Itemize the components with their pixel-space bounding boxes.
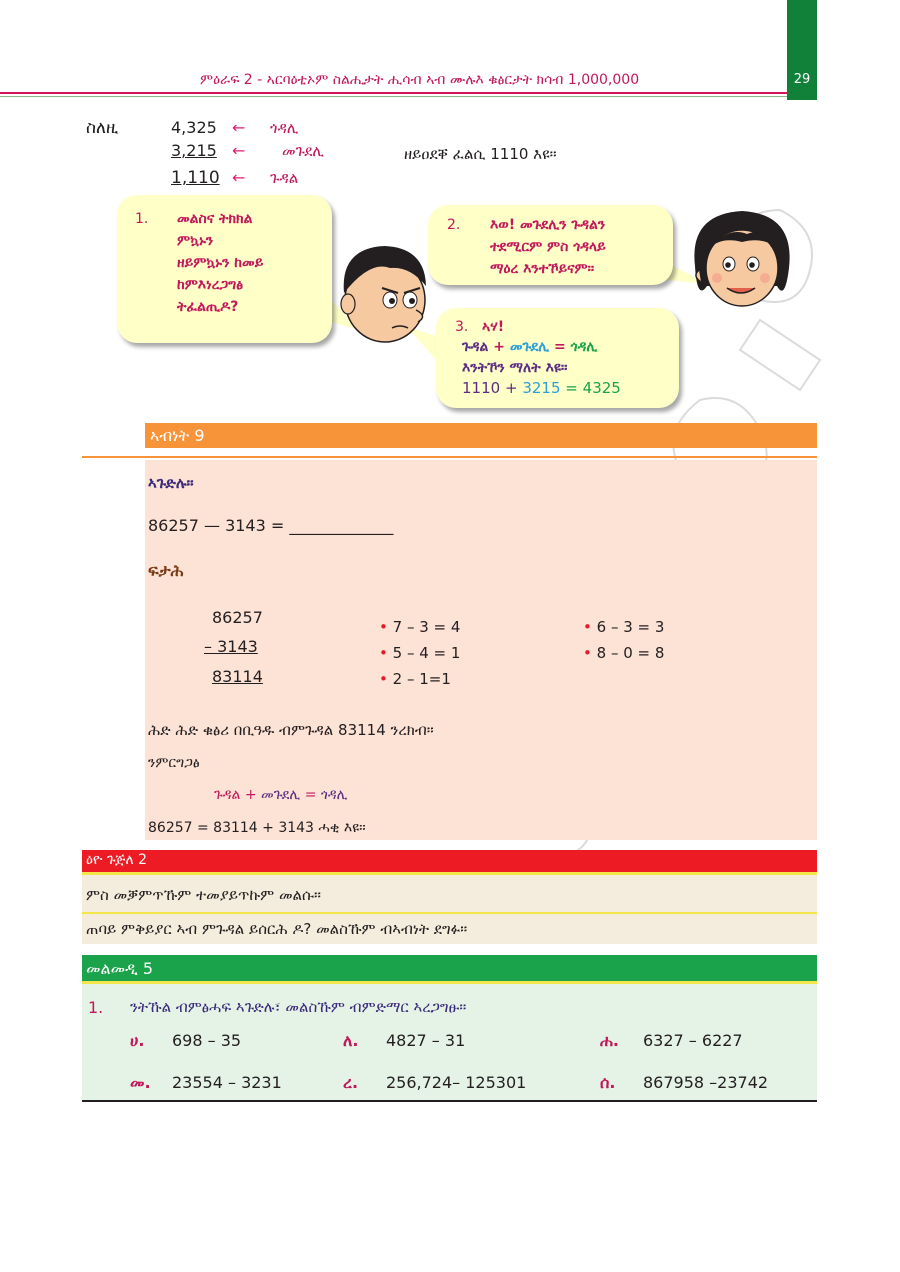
formula-term: ጉዳል — [214, 787, 241, 803]
bubble-2-text — [490, 214, 606, 280]
step-item: • 5 – 4 = 1 — [379, 644, 461, 662]
calc-term: 3215 — [522, 379, 561, 397]
equals-sign: = — [565, 379, 578, 397]
plus-sign: + — [244, 787, 257, 803]
group-work-title: ዕዮ ጉጅለ 2 — [86, 852, 148, 868]
exercise-item: 867958 –23742 — [643, 1073, 769, 1092]
plus-sign: + — [493, 339, 506, 355]
example-note: ዘይዐደቐ ፈልሲ 1110 እዩ። — [404, 145, 557, 163]
bubble-1-line: ምኳኑን — [177, 233, 214, 249]
difference-value: 1,110 — [171, 168, 220, 188]
bubble-1-line: ትፈልጢዶ? — [177, 299, 239, 315]
exercise-title: መልመዲ 5 — [86, 959, 154, 978]
group-work-divider — [82, 912, 817, 914]
activity-header-bar — [145, 423, 817, 448]
exercise-item-letter: ሐ. — [600, 1031, 619, 1050]
work-result: 83114 — [212, 667, 263, 686]
step-item: • 6 – 3 = 3 — [583, 618, 665, 636]
bubble-2-line: እወ! መጉደሊን ጉዳልን — [490, 217, 606, 233]
exercise-item: 4827 – 31 — [386, 1031, 466, 1050]
page-number: 29 — [793, 72, 811, 87]
bubble-1-line: ዘይምኳኑን ከመይ — [177, 255, 264, 271]
calc-term: 4325 — [582, 379, 621, 397]
arrow-left-icon: ← — [232, 168, 246, 187]
bubble-1-number: 1. — [135, 211, 149, 227]
bubble-1-text — [177, 208, 263, 318]
exercise-item: 6327 – 6227 — [643, 1031, 743, 1050]
group-work-question-1: ምስ መቓምጥኹም ተመያይጥኩም መልሱ። — [86, 886, 322, 904]
exercise-header-bar — [82, 955, 817, 981]
formula-term: ጎዳሊ — [570, 339, 598, 355]
step-item: • 7 – 3 = 4 — [379, 618, 461, 636]
plus-sign: + — [504, 379, 518, 397]
check-heading: ንምርግጋፅ — [148, 755, 200, 771]
solution-heading: ፍታሕ — [148, 561, 184, 580]
bubble-3-formula — [462, 336, 597, 358]
difference-label: ጉዳል — [270, 169, 299, 187]
work-subtrahend: – 3143 — [204, 637, 258, 656]
arrow-left-icon: ← — [232, 141, 246, 160]
formula-term: መጉደሊ — [261, 787, 301, 803]
step-item: • 8 – 0 = 8 — [583, 644, 665, 662]
exercise-item: 698 – 35 — [172, 1031, 242, 1050]
calc-term: 1110 — [462, 379, 501, 397]
check-result: 86257 = 83114 + 3143 ሓቂ እዩ። — [148, 820, 366, 836]
activity-problem: 86257 — 3143 = _____________ — [148, 516, 394, 535]
subtrahend-value: 3,215 — [171, 141, 217, 160]
bubble-3-calc — [462, 377, 621, 399]
bubble-1-line: መልስና ትክክል — [177, 211, 253, 227]
arrow-left-icon: ← — [232, 118, 246, 137]
bubble-3-line: እንትኾን ማለት እዩ። — [462, 360, 568, 376]
formula-term: ጉዳል — [462, 339, 489, 355]
group-work-question-2: ጠባይ ምቅይያር ኣብ ምጉዳል ይሰርሕ ዶ? መልስኹም ብኣብነት ደግፉ። — [86, 920, 468, 938]
bubble-1-line: ከምእነረጋግፅ — [177, 277, 243, 293]
example-label: ስለዚ — [86, 118, 119, 138]
bubble-2-line: ማዕረ እንተኾይናም። — [490, 261, 595, 277]
exercise-item: 256,724– 125301 — [386, 1073, 527, 1092]
bullet-icon: • — [379, 618, 388, 636]
check-formula — [214, 787, 348, 803]
formula-term: መጉደሊ — [509, 339, 550, 355]
girl-cartoon-illustration — [687, 206, 797, 316]
equals-sign: = — [304, 787, 317, 803]
bullet-icon: • — [379, 644, 388, 662]
bubble-2-line: ተደሚርም ምስ ጎዳላይ — [490, 239, 606, 255]
exercise-item-letter: ለ. — [343, 1031, 359, 1050]
bullet-icon: • — [583, 644, 592, 662]
exercise-item-letter: ሀ. — [130, 1031, 145, 1050]
bubble-3-intro: ኣሃ! — [482, 319, 505, 335]
minuend-value: 4,325 — [171, 118, 217, 137]
exercise-item-letter: ረ. — [343, 1073, 359, 1092]
bubble-2-number: 2. — [447, 217, 461, 233]
step-item: • 2 – 1=1 — [379, 670, 451, 688]
group-work-header-bar — [82, 850, 817, 872]
activity-instruction: ኣጉድሉ። — [148, 474, 194, 492]
boy-cartoon-illustration — [330, 238, 430, 350]
exercise-item-letter: ሰ. — [600, 1073, 616, 1092]
exercise-instruction: ንትኹል ብምፅሓፍ ኣጉድሉ፣ መልስኹም ብምድማር ኣረጋግፁ። — [130, 998, 467, 1016]
exercise-item: 23554 – 3231 — [172, 1073, 282, 1092]
work-minuend: 86257 — [212, 608, 263, 627]
exercise-item-letter: መ. — [130, 1073, 151, 1092]
bubble-3-number: 3. — [455, 319, 469, 335]
minuend-label: ጎዳሊ — [270, 119, 299, 137]
exercise-number: 1. — [88, 998, 104, 1017]
header-rule — [0, 92, 787, 94]
activity-title: ኣብነት 9 — [150, 426, 205, 445]
formula-term: ጎዳሊ — [320, 787, 348, 803]
chapter-title: ምዕራፍ 2 - ኣርባዕቲኦም ስልሒታት ሒሳብ ኣብ ሙሉእ ቁፅርታት ክሳብ 1,000,000 — [200, 72, 640, 88]
bullet-icon: • — [583, 618, 592, 636]
header-rule-thin — [0, 96, 787, 97]
activity-rule — [82, 456, 817, 458]
equals-sign: = — [554, 339, 566, 355]
subtrahend-label: መጉደሊ — [282, 142, 325, 160]
activity-explanation: ሕድ ሕድ ቁፅሪ በቢዓዱ ብምጉዳል 83114 ንረክብ። — [148, 721, 434, 739]
group-work-divider — [82, 872, 817, 875]
bullet-icon: • — [379, 670, 388, 688]
